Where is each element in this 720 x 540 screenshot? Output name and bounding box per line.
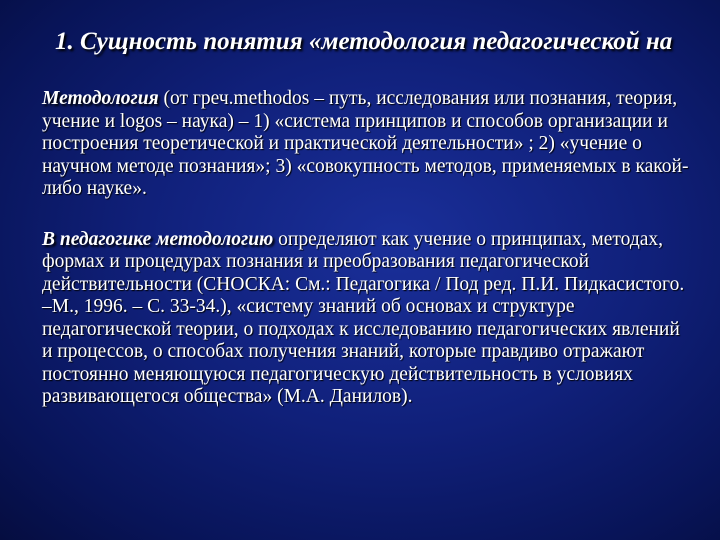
- paragraph-methodology-text: (от греч.methodos – путь, исследования или познания, теория, учение и logos – наука) – 1) «система принципов и способов организации и построения теоретической и практической деятельности» ; 2) «учение о научном методе познания»; 3) «совокупность методов, применяемых в какой-либо науке».: [42, 88, 689, 199]
- term-methodology: Методология: [42, 88, 159, 109]
- slide-title: 1. Сущность понятия «методология педагогической на: [55, 28, 673, 55]
- term-pedagogy-methodology: В педагогике методологию: [42, 228, 274, 250]
- slide-body: [42, 88, 692, 437]
- paragraph-pedagogy-methodology: [42, 229, 692, 409]
- paragraph-methodology-definition: [42, 88, 692, 201]
- paragraph-pedagogy-text: определяют как учение о принципах, методах, формах и процедурах познания и преобразования педагогической действительности (СНОСКА: См.: Педагогика / Под ред. П.И. Пидкасистого. –М., 1996. – С. 33-34.), «систему знаний об основах и структуре педагогической теории, о подходах к исследованию педагогических явлений и процессов, о способах получения знаний, которые правдиво отражают постоянно меняющуюся педагогическую действительность в условиях развивающегося общества» (М.А. Данилов).: [42, 228, 685, 407]
